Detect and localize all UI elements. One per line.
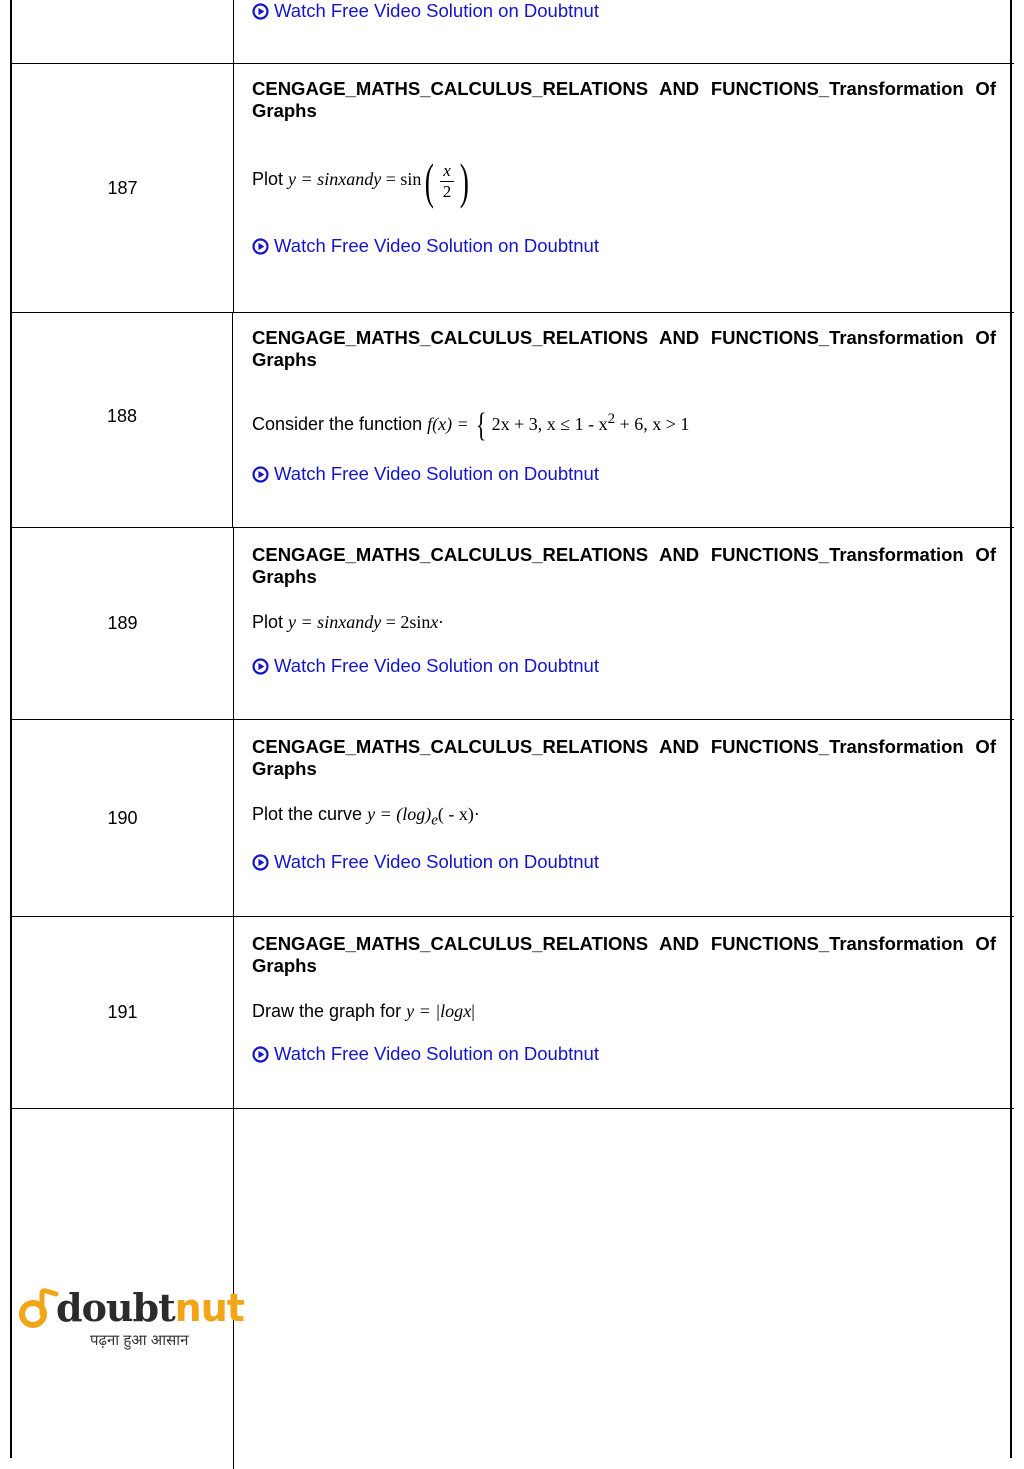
play-circle-icon <box>252 1046 269 1063</box>
question-number: 191 <box>12 917 234 1108</box>
watch-link-label: Watch Free Video Solution on Doubtnut <box>274 463 599 484</box>
fraction-denominator: 2 <box>442 181 452 201</box>
table-row <box>12 917 1014 1109</box>
math-part: = sin <box>381 169 422 190</box>
table-row-partial <box>12 0 1014 64</box>
math-part: y = (log) <box>367 804 432 824</box>
content-cell <box>252 0 996 63</box>
question-text <box>252 802 996 833</box>
play-circle-icon <box>252 238 269 255</box>
math-part: y = |log <box>406 1001 464 1021</box>
play-circle-icon <box>252 658 269 675</box>
close-paren: ) <box>459 153 469 209</box>
content-cell <box>252 313 996 527</box>
math-part: + 6, x > 1 <box>615 414 690 434</box>
watch-link-label: Watch Free Video Solution on Doubtnut <box>274 655 599 676</box>
fraction-numerator: x <box>443 160 451 180</box>
question-prefix: Plot <box>252 169 284 190</box>
question-title: CENGAGE_MATHS_CALCULUS_RELATIONS AND FUNCTIONS_Transformation Of Graphs <box>252 736 996 779</box>
question-title: CENGAGE_MATHS_CALCULUS_RELATIONS AND FUNCTIONS_Transformation Of Graphs <box>252 78 996 121</box>
math-expression <box>288 153 473 209</box>
math-expression <box>427 406 690 444</box>
question-text <box>252 999 996 1023</box>
math-part: f(x) = <box>427 414 474 434</box>
question-text <box>252 610 996 634</box>
watch-video-link[interactable] <box>252 851 599 873</box>
watch-link-label: Watch Free Video Solution on Doubtnut <box>274 235 599 256</box>
math-expression <box>367 804 480 829</box>
logo-wordmark <box>56 1285 244 1330</box>
math-part: | <box>471 1001 475 1021</box>
open-paren: ( <box>425 153 435 209</box>
math-part: 2x + 3, x ≤ 1 - x <box>491 414 608 434</box>
table-row <box>12 528 1014 720</box>
content-cell <box>252 64 996 312</box>
logo-word-nut: nut <box>174 1286 244 1330</box>
math-part: x· <box>430 612 443 632</box>
table-row <box>12 313 1014 528</box>
math-expression <box>406 1001 475 1021</box>
math-part: y = sin <box>288 612 339 632</box>
question-text <box>252 406 996 444</box>
table-row <box>12 720 1014 917</box>
watch-link-label: Watch Free Video Solution on Doubtnut <box>274 0 599 21</box>
watch-video-link[interactable] <box>252 1043 599 1065</box>
question-title: CENGAGE_MATHS_CALCULUS_RELATIONS AND FUNCTIONS_Transformation Of Graphs <box>252 544 996 587</box>
watch-link-label: Watch Free Video Solution on Doubtnut <box>274 851 599 872</box>
doubtnut-logo <box>18 1285 244 1356</box>
content-cell <box>252 528 996 719</box>
play-circle-icon <box>252 854 269 871</box>
question-title: CENGAGE_MATHS_CALCULUS_RELATIONS AND FUNCTIONS_Transformation Of Graphs <box>252 327 996 370</box>
watch-video-link[interactable] <box>252 0 599 22</box>
math-expression <box>288 612 443 632</box>
watch-video-link[interactable] <box>252 463 599 485</box>
number-cell <box>12 0 234 63</box>
math-part: = 2sin <box>381 612 431 632</box>
watch-video-link[interactable] <box>252 235 599 257</box>
question-prefix: Draw the graph for <box>252 1001 402 1021</box>
fraction <box>440 161 454 202</box>
math-part: x <box>463 1001 472 1021</box>
question-title: CENGAGE_MATHS_CALCULUS_RELATIONS AND FUNCTIONS_Transformation Of Graphs <box>252 933 996 976</box>
question-prefix: Plot the curve <box>252 804 363 824</box>
logo-tagline: पढ़ना हुआ आसान <box>90 1332 189 1349</box>
content-cell <box>252 917 996 1108</box>
math-part: ( - x)· <box>437 804 480 824</box>
content-cell <box>252 720 996 916</box>
watch-link-label: Watch Free Video Solution on Doubtnut <box>274 1043 599 1064</box>
left-brace: { <box>476 406 487 444</box>
question-number: 189 <box>12 528 234 719</box>
watch-video-link[interactable] <box>252 655 599 677</box>
question-number: 190 <box>12 720 234 916</box>
math-part: xandy <box>338 169 382 190</box>
question-prefix: Plot <box>252 612 284 632</box>
math-part: xandy <box>338 612 382 632</box>
question-prefix: Consider the function <box>252 414 423 434</box>
question-number: 187 <box>12 64 234 312</box>
logo-word-doubt: doubt <box>56 1285 175 1330</box>
play-circle-icon <box>252 466 269 483</box>
question-text <box>252 153 996 209</box>
play-circle-icon <box>252 3 269 20</box>
question-table <box>10 0 1012 1458</box>
question-number: 188 <box>12 313 233 527</box>
table-row <box>12 64 1014 313</box>
math-subscript: e <box>431 812 438 829</box>
math-part: y = sin <box>288 169 339 190</box>
math-superscript: 2 <box>607 411 616 427</box>
